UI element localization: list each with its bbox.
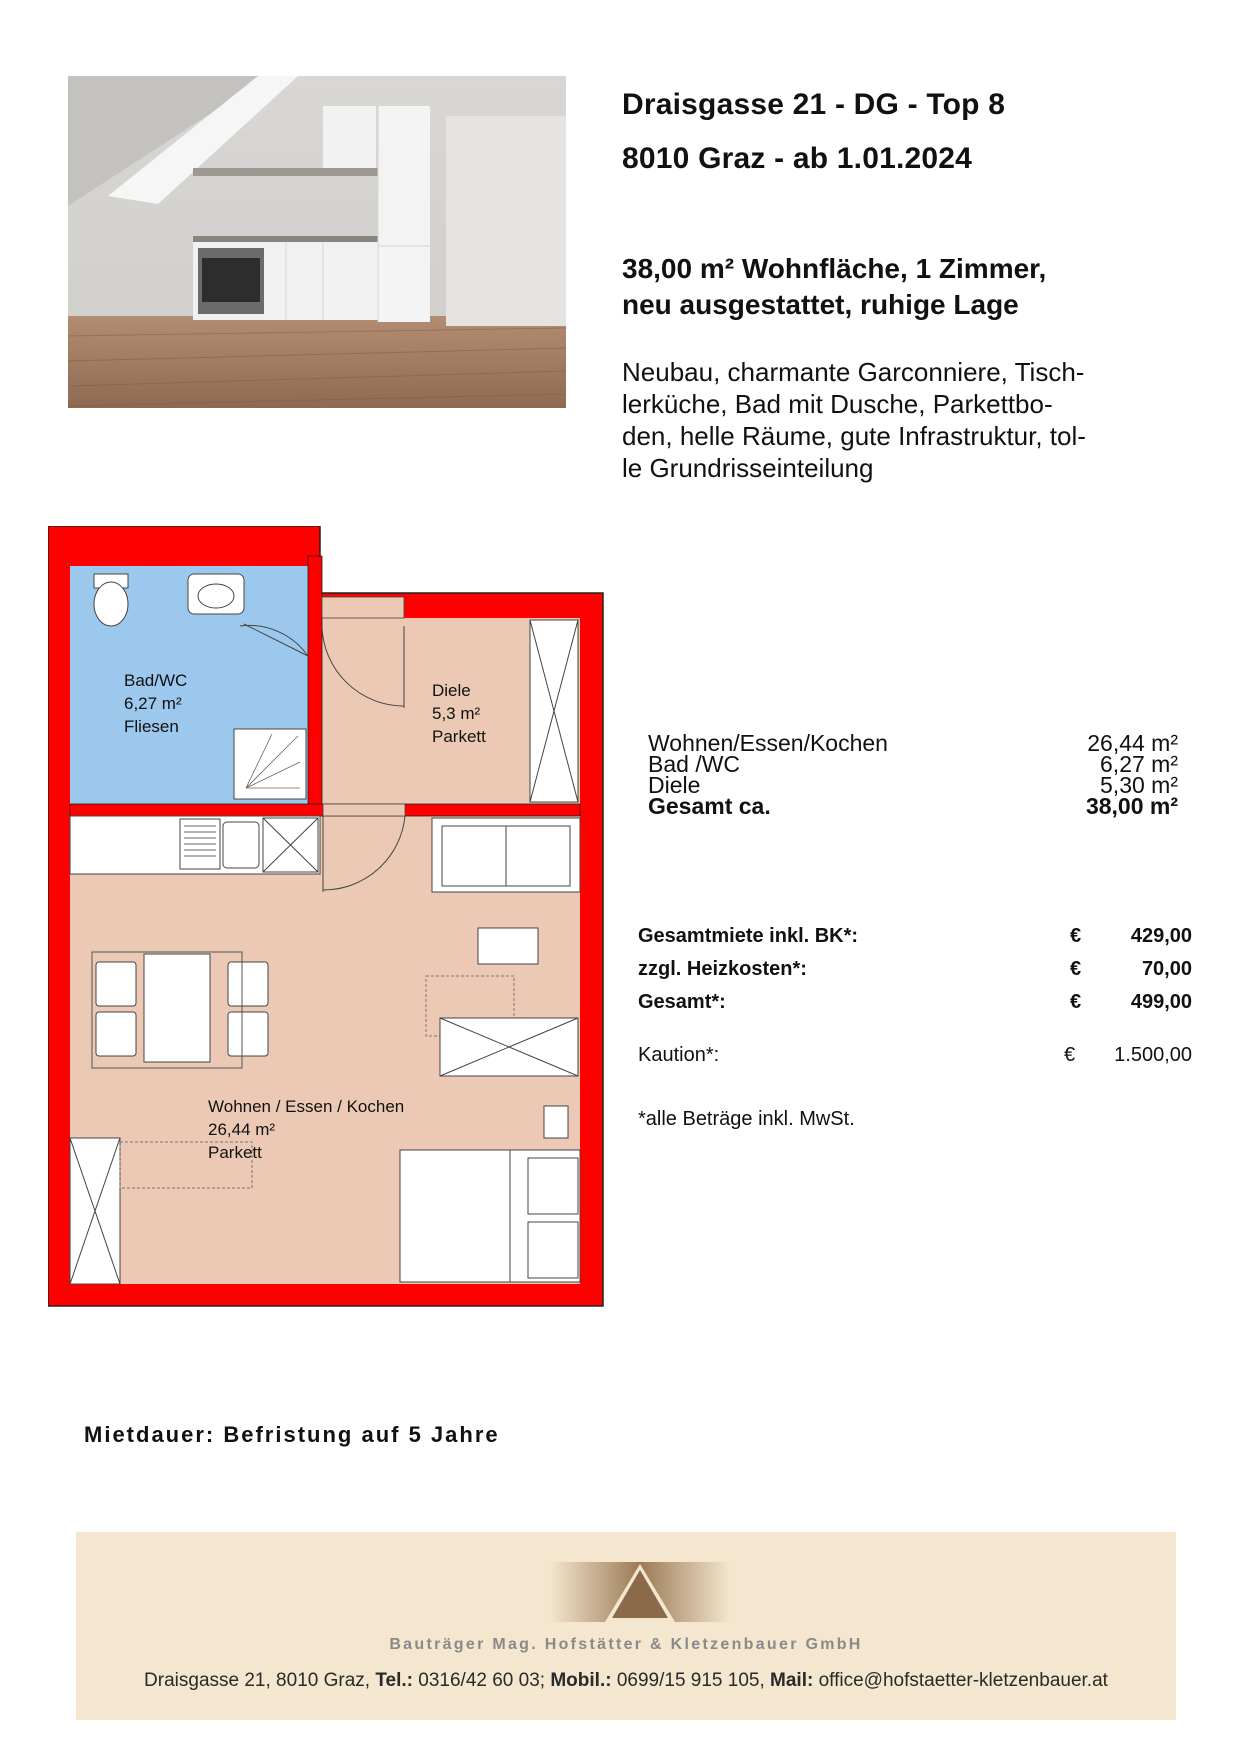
- listing-location-date: 8010 Graz - ab 1.01.2024: [622, 142, 973, 175]
- bath-area: 6,27 m²: [124, 694, 182, 713]
- area-label: Diele: [648, 772, 701, 798]
- listing-title: Draisgasse 21 - DG - Top 8: [622, 88, 1006, 121]
- currency-symbol: €: [1070, 958, 1082, 980]
- area-value: 6,27 m²: [1100, 751, 1178, 777]
- floor-plan: [48, 526, 608, 1316]
- listing-description: [622, 356, 1182, 484]
- rent-label: zzgl. Heizkosten*:: [638, 958, 807, 980]
- area-label: Wohnen/Essen/Kochen: [648, 730, 888, 756]
- area-total-label: Gesamt ca.: [648, 793, 771, 819]
- rent-value: 429,00: [1130, 925, 1192, 947]
- rent-value: 70,00: [1141, 958, 1192, 980]
- description-line: lerküche, Bad mit Dusche, Parkettbo-: [622, 389, 1053, 419]
- description-line: le Grundrisseinteilung: [622, 453, 874, 483]
- listing-subtitle-2: neu ausgestattet, ruhige Lage: [622, 289, 1019, 320]
- area-total-row: [648, 793, 1178, 819]
- apartment-photo: [68, 76, 566, 408]
- area-table: [648, 730, 1178, 819]
- mobile-label: Mobil.:: [550, 1670, 612, 1691]
- area-value: 26,44 m²: [1087, 730, 1178, 756]
- bath-label: Bad/WC: [124, 671, 188, 690]
- rent-row: [638, 925, 1192, 948]
- deposit-label: Kaution*:: [638, 1044, 720, 1066]
- currency-symbol: €: [1070, 991, 1082, 1013]
- description-line: den, helle Räume, gute Infrastruktur, tol-: [622, 421, 1086, 451]
- currency-symbol: €: [1064, 1044, 1076, 1066]
- description-line: Neubau, charmante Garconniere, Tisch-: [622, 357, 1085, 387]
- company-name: Bauträger Mag. Hofstätter & Kletzenbauer GmbH: [389, 1636, 863, 1653]
- rent-label: Gesamtmiete inkl. BK*:: [638, 925, 859, 947]
- area-value: 5,30 m²: [1100, 772, 1178, 798]
- currency-symbol: €: [1070, 925, 1082, 947]
- mail-label: Mail:: [770, 1670, 814, 1691]
- company-contact: [76, 1670, 1176, 1692]
- tel-label: Tel.:: [375, 1670, 413, 1691]
- rent-total-row: [638, 991, 1192, 1014]
- hall-floor: Parkett: [432, 727, 486, 746]
- living-area: 26,44 m²: [208, 1120, 276, 1139]
- living-floor: Parkett: [208, 1143, 262, 1162]
- hall-label: Diele: [432, 681, 471, 700]
- rental-term: Mietdauer: Befristung auf 5 Jahre: [84, 1422, 500, 1447]
- phone-number: 0316/42 60 03;: [413, 1670, 551, 1691]
- company-footer: [76, 1532, 1176, 1720]
- vat-note: *alle Beträge inkl. MwSt.: [638, 1108, 855, 1130]
- bath-floor: Fliesen: [124, 717, 179, 736]
- rent-total-label: Gesamt*:: [638, 991, 726, 1013]
- mobile-number: 0699/15 915 105,: [611, 1670, 771, 1691]
- rent-row: [638, 958, 1192, 981]
- email-address: office@hofstaetter-kletzenbauer.at: [813, 1670, 1108, 1691]
- area-row: [648, 751, 1178, 777]
- deposit-value: 1.500,00: [1114, 1044, 1192, 1066]
- deposit-row: [638, 1044, 1192, 1067]
- rent-total-value: 499,00: [1130, 991, 1192, 1013]
- listing-subtitle-1: 38,00 m² Wohnfläche, 1 Zimmer,: [622, 253, 1047, 284]
- area-total-value: 38,00 m²: [1085, 793, 1178, 819]
- area-label: Bad /WC: [648, 751, 741, 777]
- hall-area: 5,3 m²: [432, 704, 481, 723]
- living-label: Wohnen / Essen / Kochen: [208, 1097, 405, 1116]
- company-address: Draisgasse 21, 8010 Graz,: [144, 1670, 376, 1691]
- company-logo: [550, 1560, 730, 1631]
